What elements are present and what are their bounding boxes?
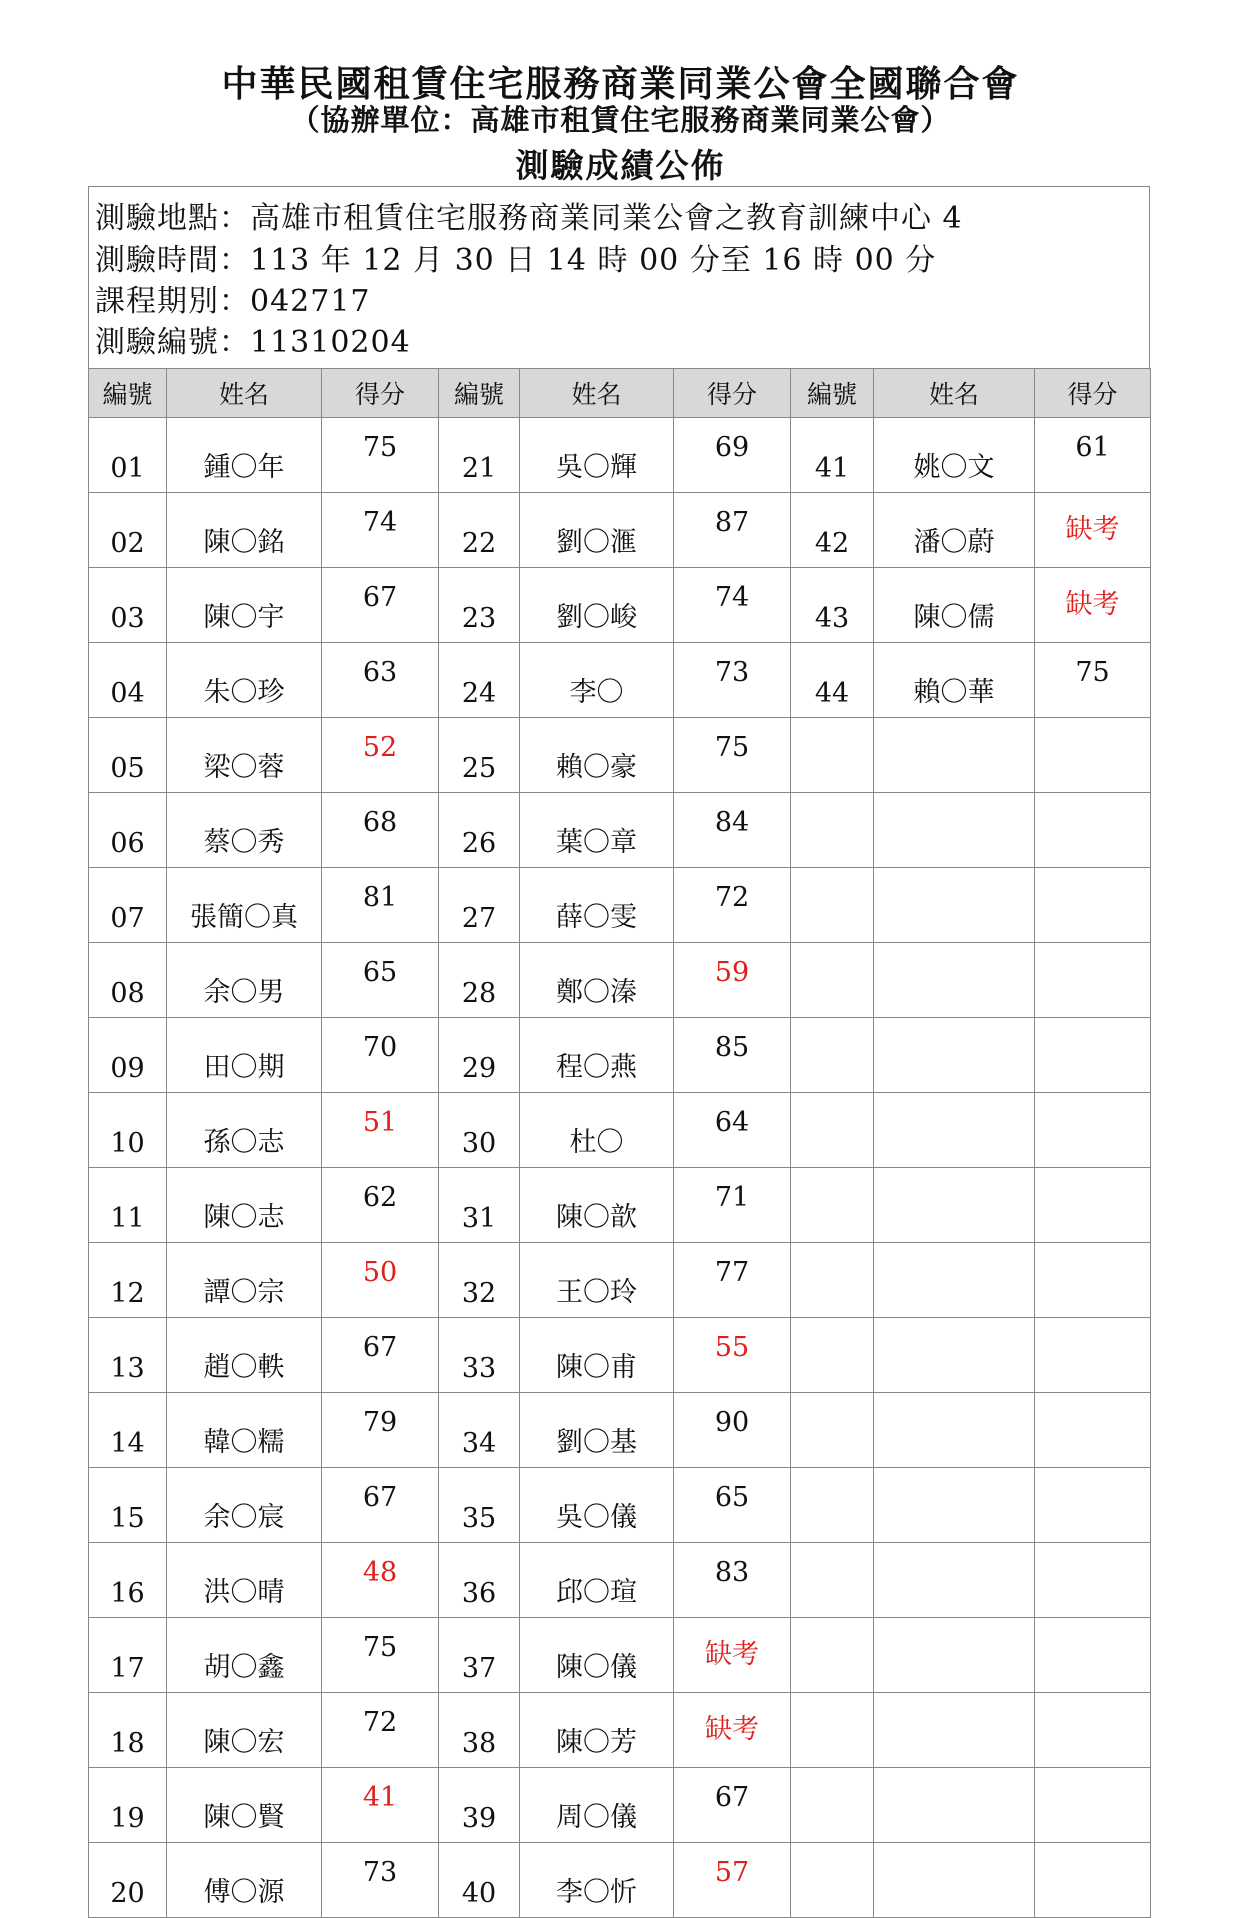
- student-number: 08: [89, 943, 167, 1018]
- student-score: 50: [322, 1243, 439, 1318]
- student-name: 鍾〇年: [167, 418, 322, 493]
- student-number: 04: [89, 643, 167, 718]
- empty-cell: [791, 1843, 874, 1918]
- empty-cell: [791, 1693, 874, 1768]
- student-score: 73: [322, 1843, 439, 1918]
- empty-cell: [874, 1543, 1035, 1618]
- empty-cell: [874, 1093, 1035, 1168]
- student-score: 72: [322, 1693, 439, 1768]
- student-name: 周〇儀: [520, 1768, 674, 1843]
- empty-cell: [1035, 1768, 1151, 1843]
- student-score: 81: [322, 868, 439, 943]
- table-row: [89, 1243, 1151, 1318]
- student-number: 28: [439, 943, 520, 1018]
- empty-cell: [791, 1468, 874, 1543]
- col-header-name: 姓名: [167, 369, 322, 418]
- student-number: 43: [791, 568, 874, 643]
- student-score: 67: [322, 1468, 439, 1543]
- empty-cell: [791, 1768, 874, 1843]
- student-name: 陳〇宏: [167, 1693, 322, 1768]
- empty-cell: [791, 1018, 874, 1093]
- student-number: 16: [89, 1543, 167, 1618]
- course-period: 課程期別：042717: [95, 284, 371, 319]
- student-name: 鄭〇溱: [520, 943, 674, 1018]
- student-score: 缺考: [674, 1618, 791, 1693]
- empty-cell: [791, 1318, 874, 1393]
- table-row: [89, 1543, 1151, 1618]
- empty-cell: [1035, 1543, 1151, 1618]
- student-name: 李〇忻: [520, 1843, 674, 1918]
- student-score: 51: [322, 1093, 439, 1168]
- empty-cell: [791, 1168, 874, 1243]
- student-name: 陳〇志: [167, 1168, 322, 1243]
- student-number: 29: [439, 1018, 520, 1093]
- student-score: 71: [674, 1168, 791, 1243]
- student-name: 陳〇芳: [520, 1693, 674, 1768]
- student-score: 67: [322, 1318, 439, 1393]
- student-score: 75: [674, 718, 791, 793]
- col-header-score: 得分: [674, 369, 791, 418]
- col-header-number: 編號: [791, 369, 874, 418]
- student-number: 23: [439, 568, 520, 643]
- empty-cell: [791, 1618, 874, 1693]
- empty-cell: [791, 793, 874, 868]
- col-header-number: 編號: [439, 369, 520, 418]
- empty-cell: [1035, 1843, 1151, 1918]
- student-number: 22: [439, 493, 520, 568]
- empty-cell: [874, 718, 1035, 793]
- table-row: [89, 943, 1151, 1018]
- student-name: 朱〇珍: [167, 643, 322, 718]
- student-score: 55: [674, 1318, 791, 1393]
- table-row: [89, 568, 1151, 643]
- student-name: 姚〇文: [874, 418, 1035, 493]
- student-name: 賴〇華: [874, 643, 1035, 718]
- student-number: 24: [439, 643, 520, 718]
- student-score: 缺考: [1035, 568, 1151, 643]
- student-name: 賴〇豪: [520, 718, 674, 793]
- empty-cell: [874, 1843, 1035, 1918]
- col-header-name: 姓名: [874, 369, 1035, 418]
- student-number: 10: [89, 1093, 167, 1168]
- student-number: 05: [89, 718, 167, 793]
- empty-cell: [791, 943, 874, 1018]
- empty-cell: [1035, 793, 1151, 868]
- table-row: [89, 1168, 1151, 1243]
- student-number: 15: [89, 1468, 167, 1543]
- student-name: 程〇燕: [520, 1018, 674, 1093]
- student-score: 75: [322, 1618, 439, 1693]
- empty-cell: [791, 1093, 874, 1168]
- student-name: 李〇: [520, 643, 674, 718]
- student-name: 余〇宸: [167, 1468, 322, 1543]
- student-score: 73: [674, 643, 791, 718]
- student-score: 63: [322, 643, 439, 718]
- student-number: 13: [89, 1318, 167, 1393]
- empty-cell: [874, 793, 1035, 868]
- student-number: 30: [439, 1093, 520, 1168]
- student-name: 趙〇軼: [167, 1318, 322, 1393]
- document-title: 中華民國租賃住宅服務商業同業公會全國聯合會: [221, 63, 1020, 105]
- student-name: 陳〇銘: [167, 493, 322, 568]
- student-name: 劉〇滙: [520, 493, 674, 568]
- table-row: [89, 493, 1151, 568]
- student-score: 62: [322, 1168, 439, 1243]
- student-name: 吳〇儀: [520, 1468, 674, 1543]
- empty-cell: [874, 1018, 1035, 1093]
- empty-cell: [1035, 1393, 1151, 1468]
- empty-cell: [874, 1768, 1035, 1843]
- student-score: 87: [674, 493, 791, 568]
- student-name: 潘〇蔚: [874, 493, 1035, 568]
- empty-cell: [874, 1618, 1035, 1693]
- student-number: 20: [89, 1843, 167, 1918]
- table-row: [89, 1768, 1151, 1843]
- student-score: 67: [322, 568, 439, 643]
- student-number: 17: [89, 1618, 167, 1693]
- student-number: 25: [439, 718, 520, 793]
- student-score: 90: [674, 1393, 791, 1468]
- student-number: 34: [439, 1393, 520, 1468]
- student-score: 61: [1035, 418, 1151, 493]
- empty-cell: [1035, 1093, 1151, 1168]
- student-score: 75: [1035, 643, 1151, 718]
- student-score: 74: [674, 568, 791, 643]
- exam-time: 測驗時間：113 年 12 月 30 日 14 時 00 分至 16 時 00 分: [95, 243, 937, 278]
- student-score: 85: [674, 1018, 791, 1093]
- student-number: 41: [791, 418, 874, 493]
- student-name: 邱〇瑄: [520, 1543, 674, 1618]
- exam-number: 測驗編號：11310204: [95, 325, 411, 360]
- student-name: 陳〇甫: [520, 1318, 674, 1393]
- student-score: 79: [322, 1393, 439, 1468]
- student-name: 陳〇儒: [874, 568, 1035, 643]
- student-name: 梁〇蓉: [167, 718, 322, 793]
- student-score: 57: [674, 1843, 791, 1918]
- student-number: 42: [791, 493, 874, 568]
- student-name: 陳〇宇: [167, 568, 322, 643]
- table-row: [89, 1843, 1151, 1918]
- student-number: 19: [89, 1768, 167, 1843]
- student-name: 杜〇: [520, 1093, 674, 1168]
- student-number: 32: [439, 1243, 520, 1318]
- empty-cell: [874, 1168, 1035, 1243]
- empty-cell: [874, 1393, 1035, 1468]
- table-row: [89, 1018, 1151, 1093]
- score-table: [88, 368, 1151, 1918]
- student-name: 田〇期: [167, 1018, 322, 1093]
- empty-cell: [1035, 1468, 1151, 1543]
- table-row: [89, 643, 1151, 718]
- student-name: 薛〇雯: [520, 868, 674, 943]
- student-score: 72: [674, 868, 791, 943]
- student-name: 韓〇糯: [167, 1393, 322, 1468]
- student-score: 68: [322, 793, 439, 868]
- student-name: 王〇玲: [520, 1243, 674, 1318]
- table-row: [89, 1093, 1151, 1168]
- empty-cell: [874, 1693, 1035, 1768]
- student-score: 70: [322, 1018, 439, 1093]
- document-heading: 測驗成績公佈: [515, 146, 726, 185]
- student-name: 蔡〇秀: [167, 793, 322, 868]
- empty-cell: [791, 718, 874, 793]
- student-score: 52: [322, 718, 439, 793]
- student-score: 缺考: [1035, 493, 1151, 568]
- table-row: [89, 718, 1151, 793]
- student-number: 33: [439, 1318, 520, 1393]
- student-score: 48: [322, 1543, 439, 1618]
- student-number: 11: [89, 1168, 167, 1243]
- col-header-score: 得分: [322, 369, 439, 418]
- student-number: 39: [439, 1768, 520, 1843]
- empty-cell: [1035, 868, 1151, 943]
- student-number: 37: [439, 1618, 520, 1693]
- student-score: 41: [322, 1768, 439, 1843]
- document-subtitle: （協辦單位：高雄市租賃住宅服務商業同業公會）: [290, 103, 951, 137]
- student-name: 劉〇峻: [520, 568, 674, 643]
- student-number: 06: [89, 793, 167, 868]
- student-name: 吳〇輝: [520, 418, 674, 493]
- student-score: 84: [674, 793, 791, 868]
- empty-cell: [1035, 1168, 1151, 1243]
- empty-cell: [874, 1468, 1035, 1543]
- student-score: 65: [322, 943, 439, 1018]
- student-number: 02: [89, 493, 167, 568]
- empty-cell: [874, 1243, 1035, 1318]
- table-row: [89, 868, 1151, 943]
- student-number: 31: [439, 1168, 520, 1243]
- col-header-name: 姓名: [520, 369, 674, 418]
- col-header-number: 編號: [89, 369, 167, 418]
- student-score: 74: [322, 493, 439, 568]
- student-number: 14: [89, 1393, 167, 1468]
- student-name: 陳〇賢: [167, 1768, 322, 1843]
- table-row: [89, 1618, 1151, 1693]
- empty-cell: [791, 868, 874, 943]
- empty-cell: [1035, 1243, 1151, 1318]
- student-name: 余〇男: [167, 943, 322, 1018]
- empty-cell: [874, 943, 1035, 1018]
- student-number: 18: [89, 1693, 167, 1768]
- empty-cell: [1035, 1693, 1151, 1768]
- student-score: 59: [674, 943, 791, 1018]
- student-name: 傅〇源: [167, 1843, 322, 1918]
- empty-cell: [791, 1243, 874, 1318]
- empty-cell: [791, 1543, 874, 1618]
- student-number: 40: [439, 1843, 520, 1918]
- table-row: [89, 418, 1151, 493]
- score-table-body: [89, 418, 1151, 1918]
- empty-cell: [1035, 1018, 1151, 1093]
- student-score: 67: [674, 1768, 791, 1843]
- table-row: [89, 1318, 1151, 1393]
- exam-info-box: [88, 186, 1150, 368]
- student-number: 35: [439, 1468, 520, 1543]
- student-score: 77: [674, 1243, 791, 1318]
- score-table-header: [89, 369, 1151, 418]
- student-name: 張簡〇真: [167, 868, 322, 943]
- empty-cell: [791, 1393, 874, 1468]
- exam-location: 測驗地點：高雄市租賃住宅服務商業同業公會之教育訓練中心 4: [95, 201, 963, 236]
- empty-cell: [874, 1318, 1035, 1393]
- student-number: 12: [89, 1243, 167, 1318]
- empty-cell: [1035, 1318, 1151, 1393]
- empty-cell: [1035, 718, 1151, 793]
- student-number: 26: [439, 793, 520, 868]
- student-number: 38: [439, 1693, 520, 1768]
- student-name: 劉〇基: [520, 1393, 674, 1468]
- student-score: 69: [674, 418, 791, 493]
- table-row: [89, 1393, 1151, 1468]
- student-number: 36: [439, 1543, 520, 1618]
- student-name: 譚〇宗: [167, 1243, 322, 1318]
- table-row: [89, 793, 1151, 868]
- student-number: 21: [439, 418, 520, 493]
- student-number: 03: [89, 568, 167, 643]
- student-score: 缺考: [674, 1693, 791, 1768]
- empty-cell: [874, 868, 1035, 943]
- student-name: 葉〇章: [520, 793, 674, 868]
- student-score: 83: [674, 1543, 791, 1618]
- student-name: 孫〇志: [167, 1093, 322, 1168]
- student-number: 09: [89, 1018, 167, 1093]
- student-number: 44: [791, 643, 874, 718]
- student-number: 01: [89, 418, 167, 493]
- student-name: 陳〇儀: [520, 1618, 674, 1693]
- student-name: 陳〇歆: [520, 1168, 674, 1243]
- table-row: [89, 1693, 1151, 1768]
- student-score: 64: [674, 1093, 791, 1168]
- table-row: [89, 1468, 1151, 1543]
- student-score: 65: [674, 1468, 791, 1543]
- student-name: 胡〇鑫: [167, 1618, 322, 1693]
- empty-cell: [1035, 1618, 1151, 1693]
- empty-cell: [1035, 943, 1151, 1018]
- col-header-score: 得分: [1035, 369, 1151, 418]
- student-name: 洪〇晴: [167, 1543, 322, 1618]
- student-score: 75: [322, 418, 439, 493]
- student-number: 07: [89, 868, 167, 943]
- student-number: 27: [439, 868, 520, 943]
